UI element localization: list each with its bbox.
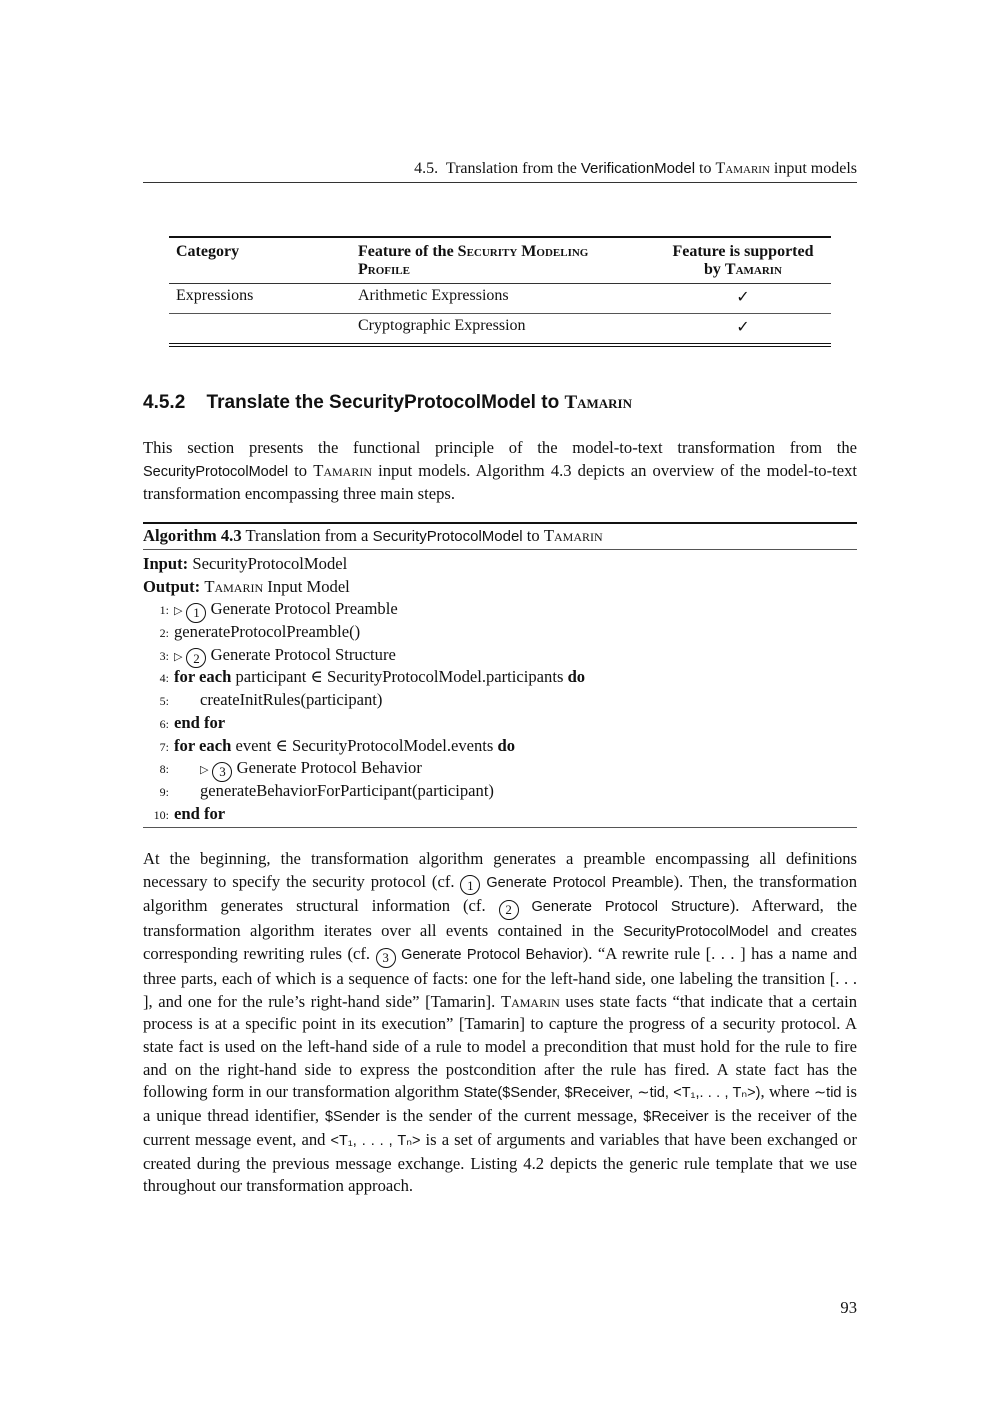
cell-category: Expressions [169, 284, 351, 314]
circled-number-icon: 2 [499, 900, 519, 920]
algorithm-box [143, 522, 857, 828]
algorithm-line: 4: for each participant ∈ SecurityProtocolModel.participants do [159, 667, 586, 687]
body-paragraph: At the beginning, the transformation algorithm generates a preamble encompassing all definitions necessary to specify the security protocol (cf. 1 Generate Protocol Preamble). Then, the transformation algorithm generates structural information (cf. 2 Generate Protocol Structure). Afterward, the transformation algorithm iterates over all events contained in the SecurityProtocolModel and creates corresponding rewriting rules (cf. 3 Generate Protocol Behavior). “A rewrite rule [. . . ] has a name and three parts, each of which is a sequence of facts: one for the left-hand side, one labeling the transition [. . . ], and one for the rule’s right-hand side” [Tamarin]. Tamarin uses state facts “that indicate that a certain process is at a specific point in its execution” [Tamarin] to capture the progress of a security protocol. A state fact is used on the left-hand side of a rule to model a precondition that must hold for the rule to fire and on the right-hand side to express the postcondition after the rule has fired. A state fact has the following form in our transformation algorithm State($Sender, $Receiver, ∼tid, <T₁,. . . , Tₙ>), where ∼tid is a unique thread identifier, $Sender is the sender of the current message, $Receiver is the receiver of the current message event, and <T₁, . . . , Tₙ> is a set of arguments and variables that have been exchanged or created during the previous message exchange. Listing 4.2 depicts the generic rule template that we use throughout our transformation approach. [143, 849, 858, 1196]
intro-paragraph: This section presents the functional principle of the model-to-text transformation from the SecurityProtocolModel to Tamarin input models. Algorithm 4.3 depicts an overview of the model-to-text transformation encompassing three main steps. [143, 438, 857, 504]
circled-number-icon: 1 [460, 875, 480, 895]
algorithm-title: Algorithm 4.3 Translation from a SecurityProtocolModel to Tamarin [143, 524, 857, 550]
section-title: Translate the SecurityProtocolModel to [206, 392, 560, 413]
algorithm-line: 7: for each event ∈ SecurityProtocolModel.events do [159, 735, 516, 755]
header-title-pre: Translation from the [445, 160, 577, 177]
circled-number-icon: 3 [212, 762, 232, 782]
algorithm-line: 8: ▷ 3 Generate Protocol Behavior [143, 757, 857, 780]
circled-number-icon: 2 [186, 648, 206, 668]
algorithm-output: Output: Tamarin Input Model [143, 576, 350, 596]
algorithm-line: 1: ▷ 1 Generate Protocol Preamble [143, 598, 857, 621]
algorithm-line: 10: end for [153, 803, 226, 823]
table-row [169, 314, 831, 346]
checkmark-icon: ✓ [655, 314, 831, 346]
triangle-icon: ▷ [200, 764, 209, 777]
running-header [143, 160, 857, 183]
header-to: to [699, 160, 712, 177]
header-category: Category [169, 237, 351, 284]
triangle-icon: ▷ [174, 605, 183, 618]
page-number: 93 [840, 1298, 857, 1317]
header-supported: Feature is supported by Tamarin [655, 237, 831, 284]
algorithm-input: Input: SecurityProtocolModel [143, 554, 348, 573]
header-title-post: input models [773, 160, 857, 177]
algorithm-line: 5: createInitRules(participant) [159, 690, 383, 710]
table-row [169, 284, 831, 314]
section-tool-name: Tamarin [564, 392, 633, 413]
header-tool-name: Tamarin [715, 160, 770, 177]
circled-number-icon: 3 [376, 948, 396, 968]
checkmark-icon: ✓ [655, 284, 831, 314]
feature-support-table [169, 236, 831, 347]
algorithm-line: 3: ▷ 2 Generate Protocol Structure [143, 644, 857, 667]
algorithm-line: 6: end for [159, 712, 226, 732]
cell-category [169, 314, 351, 346]
circled-number-icon: 1 [186, 603, 206, 623]
triangle-icon: ▷ [174, 650, 183, 663]
algorithm-line: 9: generateBehaviorForParticipant(participant) [159, 780, 494, 800]
header-feature: Feature of the Security Modeling Profile [351, 237, 655, 284]
header-model-name: VerificationModel [580, 160, 696, 177]
cell-feature: Cryptographic Expression [351, 314, 655, 346]
header-section-number: 4.5. [414, 160, 439, 177]
section-heading [143, 392, 632, 414]
cell-feature: Arithmetic Expressions [351, 284, 655, 314]
section-number: 4.5.2 [143, 392, 186, 413]
algorithm-line: 2: generateProtocolPreamble() [159, 622, 361, 642]
table-header-row [169, 237, 831, 284]
